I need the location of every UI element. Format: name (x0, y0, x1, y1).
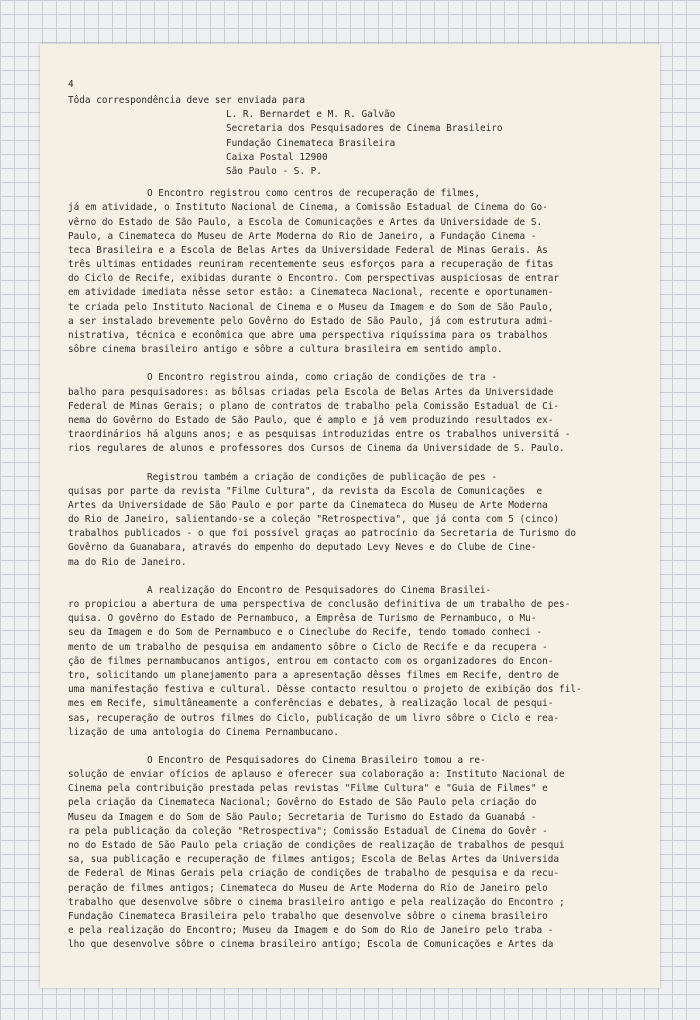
text-line: O Encontro registrou como centros de recuperação de filmes, (68, 188, 481, 200)
text-line: A realização do Encontro de Pesquisadores do Cinema Brasilei- (68, 584, 492, 596)
text-line: Federal de Minas Gerais; o plano de contratos de trabalho pela Comissão Estadual de Ci- (68, 400, 560, 412)
text-line: trabalho que desenvolve sôbre o cinema brasileiro antigo e pela realização do Encontro ; (68, 896, 565, 908)
text-line: balho para pesquisadores: as bôlsas criadas pela Escola de Belas Artes da Universidade (68, 386, 554, 398)
text-line: de Federal de Minas Gerais pela criação de condições de trabalho de pesquisa e da recu- (68, 868, 560, 880)
text-line: Museu da Imagem e do Som de São Paulo; Secretaria de Turismo do Estado da Guanabá - (68, 811, 537, 823)
text-line: peração de filmes antigos; Cinemateca do Museu de Arte Moderna do Rio de Janeiro pelo (68, 882, 548, 894)
text-line: nema do Govêrno do Estado de São Paulo, que é amplo e já vem produzindo resultados ex- (68, 414, 554, 426)
text-line: três ultimas entidades reuniram recentemente seus esforços para a recuperação de fitas (68, 259, 554, 271)
address-line: Caixa Postal 12900 (226, 151, 328, 163)
text-line: em atividade imediata nêsse setor estão: a Cinemateca Nacional, recente e oportunamen- (68, 287, 554, 299)
text-line: lização de uma antologia do Cinema Pernambucano. (68, 726, 339, 738)
text-line: mes em Recife, simultâneamente a conferências e debates, à realização local de pesqui- (68, 698, 554, 710)
document-page (40, 44, 660, 988)
text-line: te criada pelo Instituto Nacional de Cinema e o Museu da Imagem e do Som de São Paulo, (68, 301, 554, 313)
text-line: Artes da Universidade de São Paulo e por parte da Cinemateca do Museu de Arte Moderna (68, 499, 548, 511)
text-line: tro, solicitando um planejamento para a apresentação dêsses filmes em Recife, dentro de (68, 669, 560, 681)
address-line: Secretaria dos Pesquisadores de Cinema Brasileiro (226, 123, 503, 135)
text-line: mento de um trabalho de pesquisa em andamento sôbre o Ciclo de Recife e da recupera - (68, 641, 548, 653)
text-line: traordinários há alguns anos; e as pesquisas introduzidas entre os trabalhos universitá - (68, 429, 571, 441)
text-line: O Encontro de Pesquisadores do Cinema Brasileiro tomou a re- (68, 754, 486, 766)
text-line: já em atividade, o Instituto Nacional de Cinema, a Comissão Estadual de Cinema do Go- (68, 202, 548, 214)
text-line: do Rio de Janeiro, salientando-se a coleção "Retrospectiva", que já conta com 5 (cinco) (68, 514, 560, 526)
correspondence-intro: Tôda correspondência deve ser enviada para (68, 95, 306, 106)
address-line: L. R. Bernardet e M. R. Galvão (226, 109, 396, 121)
text-line: a ser instalado brevemente pelo Govêrno do Estado de São Paulo, já com estrutura admi- (68, 315, 554, 327)
text-line: Cinema pela contribuição prestada pelas revistas "Filme Cultura" e "Guia de Filmes" e (68, 783, 548, 795)
text-line: ção de filmes pernambucanos antigos, entrou em contacto com os organizadores do Encon- (68, 655, 554, 667)
paragraph-recife-cycle (68, 584, 660, 740)
text-line: ro propiciou a abertura de uma perspectiva de conclusão definitiva de um trabalho de pes- (68, 599, 571, 610)
text-line: sa, sua publicação e recuperação de filmes antigos; Escola de Belas Artes da Universida (68, 854, 560, 866)
text-line: Govêrno da Guanabara, através do empenho do deputado Levy Neves e do Clube de Cine- (68, 542, 537, 554)
text-line: sôbre cinema brasileiro antigo e sôbre a cultura brasileira em sentido amplo. (68, 344, 503, 356)
text-line: rios regulares de alunos e professores dos Cursos de Cinema da Universidade de S. Paulo. (68, 443, 565, 455)
text-line: e pela realização do Encontro; Museu da Imagem e do Som do Rio de Janeiro pelo traba - (68, 925, 554, 937)
text-line: pela criação da Cinemateca Nacional; Govêrno do Estado de São Paulo pela criação do (68, 797, 537, 809)
page-number: 4 (68, 79, 74, 90)
paragraph-recovery-centers (68, 187, 660, 357)
text-line: Fundação Cinemateca Brasileira pelo trabalho que desenvolve sôbre o cinema brasileiro (68, 910, 548, 922)
paragraph-publications (68, 471, 660, 570)
text-line: solução de enviar ofícios de aplauso e oferecer sua colaboração a: Instituto Nacional de (68, 769, 565, 781)
text-line: Paulo, a Cinemateca do Museu de Arte Moderna do Rio de Janeiro, a Fundação Cinema - (68, 230, 537, 242)
address-line: Fundação Cinemateca Brasileira (226, 137, 396, 149)
text-line: vêrno do Estado de São Paulo, a Escola de Comunicações e Artes da Universidade de S. (68, 216, 543, 228)
text-line: trabalhos publicados - o que foi possível graças ao patrocínio da Secretaria de Turismo do (68, 528, 576, 540)
address-line: São Paulo - S. P. (226, 165, 322, 177)
text-line: O Encontro registrou ainda, como criação de condições de tra - (68, 372, 497, 384)
address-block (68, 108, 660, 179)
text-line: ma do Rio de Janeiro. (68, 556, 187, 568)
text-line: no do Estado de São Paulo pela criação de condições de realização de trabalhos de pesqui (68, 840, 565, 851)
text-line: Registrou também a criação de condições de publicação de pes - (68, 471, 497, 483)
text-line: quisas por parte da revista "Filme Cultura", da revista da Escola de Comunicações e (68, 485, 543, 497)
text-line: uma manifestação festiva e cultural. Dêsse contacto resultou o projeto de exibição dos fil- (68, 684, 582, 696)
text-line: seu da Imagem e do Som de Pernambuco e o Cineclube do Recife, tendo tomado conheci - (68, 627, 543, 639)
text-line: teca Brasileira e a Escola de Belas Artes da Universidade Federal de Minas Gerais. As (68, 244, 548, 256)
text-line: quisa. O govêrno do Estado de Pernambuco, a Emprêsa de Turismo de Pernambuco, o Mu- (68, 613, 537, 625)
text-line: sas, recuperação de outros filmes do Ciclo, publicação de um livro sôbre o Ciclo e rea- (68, 712, 560, 724)
paragraph-resolutions (68, 754, 660, 953)
text-line: ra pela publicação da coleção "Retrospectiva"; Comissão Estadual de Cinema do Govêr - (68, 825, 548, 837)
text-line: do Ciclo de Recife, exibidas durante o Encontro. Com perspectivas auspiciosas de entrar (68, 273, 560, 285)
paragraph-work-conditions (68, 371, 660, 456)
text-line: nistrativa, técnica e econômica que abre uma perspectiva riquíssima para os trabalhos (68, 330, 548, 341)
text-line: lho que desenvolve sôbre o cinema brasileiro antigo; Escola de Comunicações e Artes da (68, 939, 554, 951)
